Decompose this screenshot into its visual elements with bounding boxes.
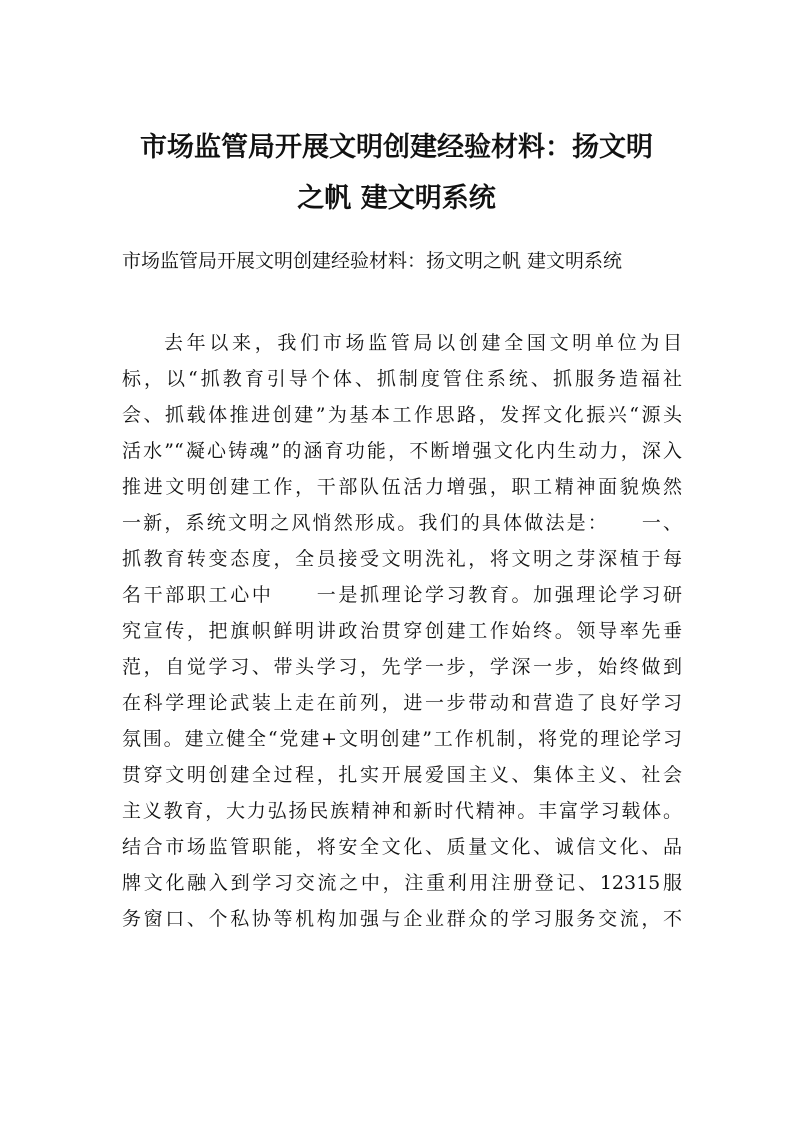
body-line: 结合市场监管职能，将安全文化、质量文化、诚信文化、品 bbox=[122, 836, 682, 858]
body-line: 主义教育，大力弘扬民族精神和新时代精神。丰富学习载体。 bbox=[122, 800, 682, 822]
title-line-1: 市场监管局开展文明创建经验材料：扬文明 bbox=[140, 132, 653, 163]
body-line: 标，以“抓教育引导个体、抓制度管住系统、抓服务造福社 bbox=[122, 368, 682, 390]
body-line: 去年以来，我们市场监管局以创建全国文明单位为目 bbox=[164, 332, 682, 354]
title-line-2: 之帆 建文明系统 bbox=[297, 183, 496, 214]
body-line: 一新，系统文明之风悄然形成。我们的具体做法是： 一、 bbox=[122, 512, 682, 534]
body-line: 务窗口、个私协等机构加强与企业群众的学习服务交流，不 bbox=[122, 908, 682, 930]
body-line: 牌文化融入到学习交流之中，注重利用注册登记、12315服 bbox=[122, 872, 682, 894]
body-line: 活水”“凝心铸魂”的涵育功能，不断增强文化内生动力，深入 bbox=[122, 440, 682, 462]
body-line: 氛围。建立健全“党建+文明创建”工作机制，将党的理论学习 bbox=[122, 728, 682, 750]
document-title bbox=[80, 122, 713, 224]
body-line: 贯穿文明创建全过程，扎实开展爱国主义、集体主义、社会 bbox=[122, 764, 682, 786]
body-line: 究宣传，把旗帜鲜明讲政治贯穿创建工作始终。领导率先垂 bbox=[122, 620, 682, 642]
document-body bbox=[122, 325, 682, 937]
document-subtitle: 市场监管局开展文明创建经验材料：扬文明之帆 建文明系统 bbox=[122, 250, 623, 272]
body-line: 会、抓载体推进创建”为基本工作思路，发挥文化振兴“源头 bbox=[122, 404, 682, 426]
body-line: 抓教育转变态度，全员接受文明洗礼，将文明之芽深植于每 bbox=[122, 548, 682, 570]
body-line: 名干部职工心中 一是抓理论学习教育。加强理论学习研 bbox=[122, 584, 682, 606]
body-line: 范，自觉学习、带头学习，先学一步，学深一步，始终做到 bbox=[122, 656, 682, 678]
body-line: 推进文明创建工作，干部队伍活力增强，职工精神面貌焕然 bbox=[122, 476, 682, 498]
body-line: 在科学理论武装上走在前列，进一步带动和营造了良好学习 bbox=[122, 692, 682, 714]
